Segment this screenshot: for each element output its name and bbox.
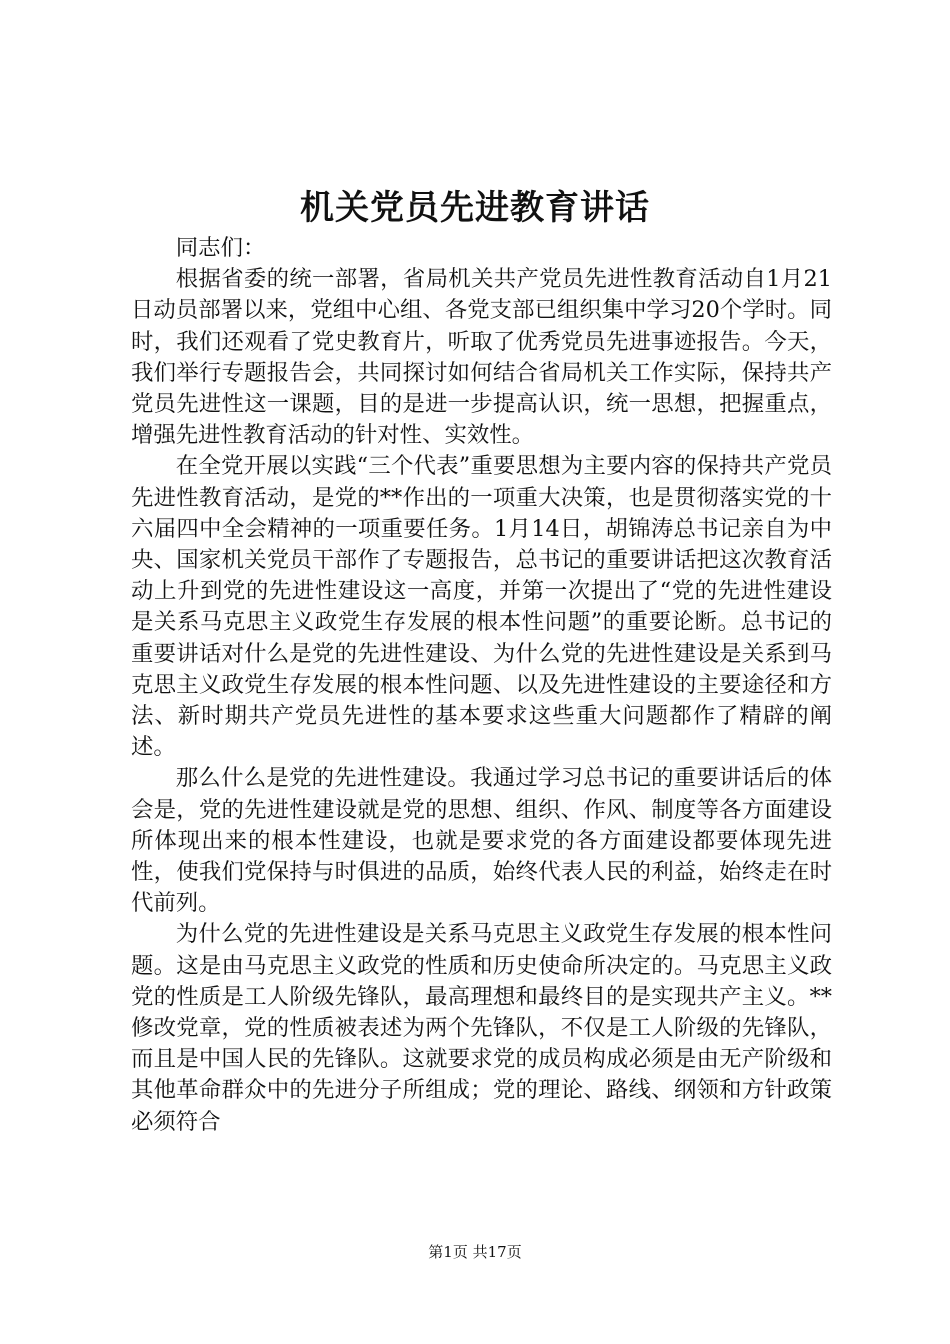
paragraph: 在全党开展以实践“三个代表”重要思想为主要内容的保持共产党员先进性教育活动，是党的**作出的一项重大决策，也是贯彻落实党的十六届四中全会精神的一项重要任务。1月14日，胡锦涛总书记亲自为中央、国家机关党员干部作了专题报告，总书记的重要讲话把这次教育活动上升到党的先进性建设这一高度，并第一次提出了“党的先进性建设是关系马克思主义政党生存发展的根本性问题”的重要论断。总书记的重要讲话对什么是党的先进性建设、为什么党的先进性建设是关系到马克思主义政党生存发展的根本性问题、以及先进性建设的主要途径和方法、新时期共产党员先进性的基本要求这些重大问题都作了精辟的阐述。 [131, 453, 832, 761]
salutation: 同志们： [175, 235, 266, 261]
paragraph: 那么什么是党的先进性建设。我通过学习总书记的重要讲话后的体会是，党的先进性建设就是党的思想、组织、作风、制度等各方面建设所体现出来的根本性建设，也就是要求党的各方面建设都要体现先进性，使我们党保持与时俱进的品质，始终代表人民的利益，始终走在时代前列。 [131, 765, 832, 917]
paragraph: 根据省委的统一部署，省局机关共产党员先进性教育活动自1月21日动员部署以来，党组中心组、各党支部已组织集中学习20个学时。同时，我们还观看了党史教育片，听取了优秀党员先进事迹报告。今天，我们举行专题报告会，共同探讨如何结合省局机关工作实际，保持共产党员先进性这一课题，目的是进一步提高认识，统一思想，把握重点，增强先进性教育活动的针对性、实效性。 [131, 266, 832, 449]
document-title: 机关党员先进教育讲话 [300, 188, 650, 228]
paragraph: 为什么党的先进性建设是关系马克思主义政党生存发展的根本性问题。这是由马克思主义政党的性质和历史使命所决定的。马克思主义政党的性质是工人阶级先锋队，最高理想和最终目的是实现共产主义。**修改党章，党的性质被表述为两个先锋队，不仅是工人阶级的先锋队，而且是中国人民的先锋队。这就要求党的成员构成必须是由无产阶级和其他革命群众中的先进分子所组成；党的理论、路线、纲领和方针政策必须符合 [131, 921, 832, 1135]
document-body [131, 233, 832, 1138]
page-number: 第1页 共17页 [428, 1243, 522, 1261]
